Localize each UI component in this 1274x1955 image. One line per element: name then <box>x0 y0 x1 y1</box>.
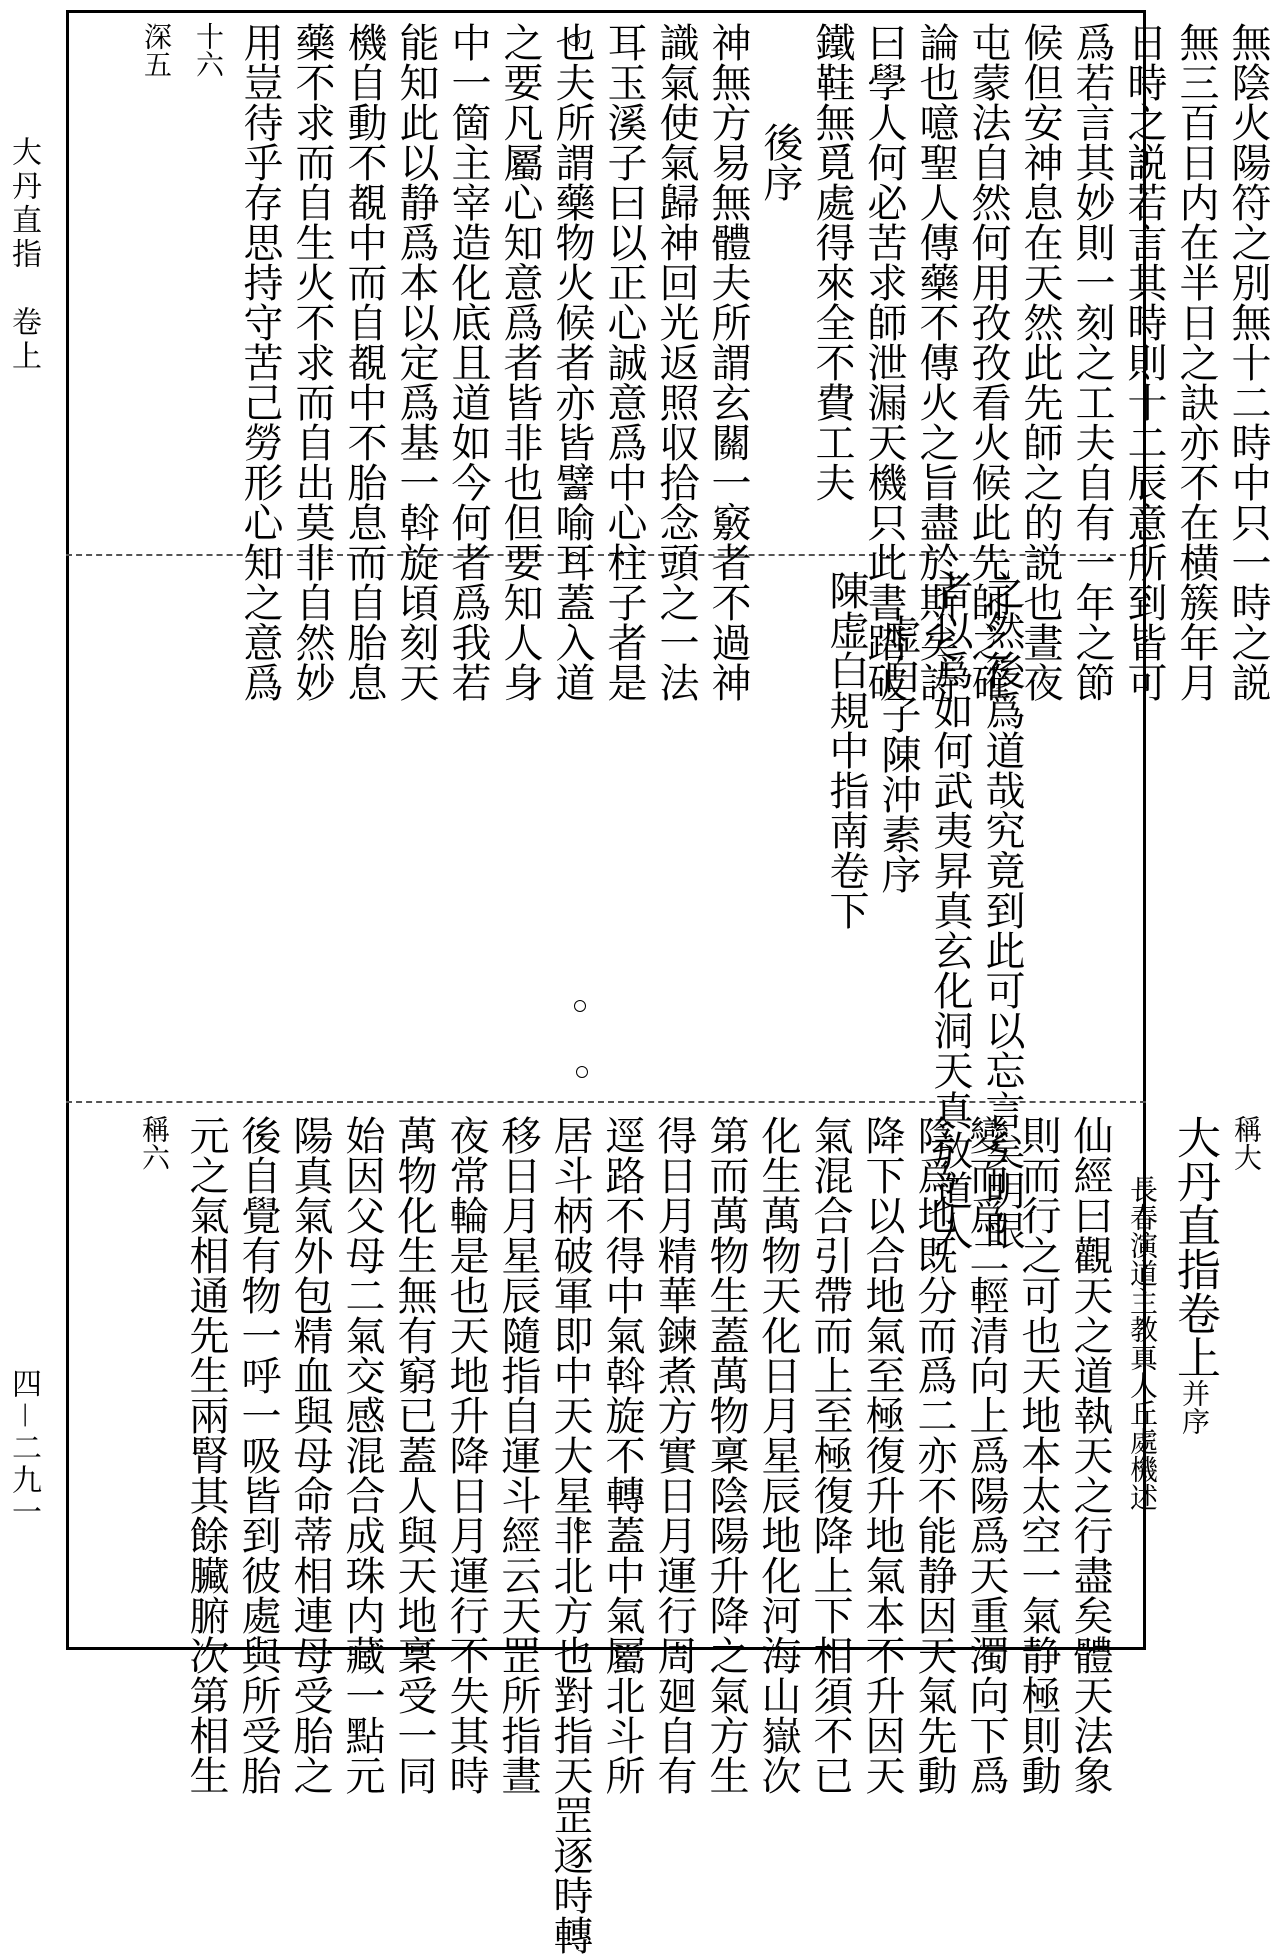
preface-signature: 虚白子陳沖素序 <box>875 614 921 894</box>
text-line: 鐵鞋無覓處得來全不費工夫 <box>809 22 855 502</box>
text-line: 陰爲地既分而爲二亦不能静因天氣先動 <box>911 1115 957 1795</box>
punctuation-circle <box>576 1066 588 1078</box>
running-title: 大丹直指 卷上 <box>6 136 41 374</box>
text-line: 夜常輪是也天地升降日月運行不失其時 <box>443 1115 489 1795</box>
side-mark: 稱大 <box>1230 1115 1263 1171</box>
volume-title-note: 并序 <box>1178 1379 1211 1435</box>
text-line: 用豈待乎存思持守苦己勞形心知之意爲 <box>237 22 283 702</box>
text-panel-top <box>130 22 1274 702</box>
text-line: 變而爲二輕清向上爲陽爲天重濁向下爲 <box>963 1115 1009 1795</box>
text-line: 曰學人何必苦求師泄漏天機只此書踏破 <box>861 22 907 702</box>
text-line: 爲若言其妙則一刻之工夫自有一年之節 <box>1069 22 1115 702</box>
text-panel-middle <box>820 570 1028 1250</box>
text-line: 居斗柄破軍即中天大星非北方也對指天罡逐時轉 <box>547 1115 593 1955</box>
text-line: 降下以合地氣至極復升地氣本不升因天 <box>859 1115 905 1795</box>
text-line: 陽真氣外包精血與母命蒂相連母受胎之 <box>287 1115 333 1795</box>
volume-title-text: 大丹直指卷上 <box>1169 1115 1220 1379</box>
text-line: 也夫所謂藥物火候者亦皆譬喻耳蓋入道 <box>549 22 595 702</box>
text-line: 化生萬物天化日月星辰地化河海山嶽次 <box>755 1115 801 1795</box>
text-line: 日時之説若言其時則十二辰意所到皆可 <box>1121 22 1167 702</box>
text-line: 藥不求而自生火不求而自出莫非自然妙 <box>289 22 335 702</box>
folio-mark: 深五 <box>140 22 173 78</box>
text-line: 候但安神息在天然此先師之的説也晝夜 <box>1017 22 1063 702</box>
text-line: 中一箇主宰造化底且道如今何者爲我若 <box>445 22 491 702</box>
text-line: 之要凡屬心知意爲者皆非也但要知人身 <box>497 22 543 702</box>
text-line: 仙經曰觀天之道執天之行盡矣體天法象 <box>1067 1115 1113 1795</box>
text-line: 者以爲如何武夷昇真玄化洞天真放道人 <box>927 570 973 1250</box>
text-line: 移日月星辰隨指自運斗經云天罡所指晝 <box>495 1115 541 1795</box>
volume-end-title: 陳虚白規中指南卷下 <box>823 570 869 930</box>
text-line: 之然後爲道哉究竟到此可以忘言矣明眼 <box>979 570 1025 1250</box>
text-line: 機自動不覩中而自覩中不胎息而自胎息 <box>341 22 387 702</box>
text-line: 無陰火陽符之別無十二時中只一時之説 <box>1225 22 1271 702</box>
text-line: 得日月精華鍊煮方實日月運行周廻自有 <box>651 1115 697 1795</box>
text-line: 後自覺有物一呼一吸皆到彼處與所受胎 <box>235 1115 281 1795</box>
punctuation-circle <box>574 1000 586 1012</box>
text-line: 識氣使氣歸神回光返照収拾念頭之一法 <box>653 22 699 702</box>
page-number: 四－二九一 <box>6 1368 41 1528</box>
text-line: 元之氣相通先生兩腎其餘臟腑次第相生 <box>183 1115 229 1795</box>
text-line: 耳玉溪子曰以正心誠意爲中心柱子者是 <box>601 22 647 702</box>
text-line: 能知此以静爲本以定爲基一斡旋頃刻天 <box>393 22 439 702</box>
section-heading: 後序 <box>757 122 803 202</box>
text-line: 第而萬物生蓋萬物稟陰陽升降之氣方生 <box>703 1115 749 1795</box>
text-line: 論也噫聖人傳藥不傳火之旨盡於斯矣詩 <box>913 22 959 702</box>
folio-mark: 稱六 <box>138 1115 171 1171</box>
text-line: 氣混合引帶而上至極復降上下相須不已 <box>807 1115 853 1795</box>
text-line: 神無方易無體夫所謂玄關一竅者不過神 <box>705 22 751 702</box>
text-line: 屯蒙法自然何用孜孜看火候此先師之確 <box>965 22 1011 702</box>
author-line: 長春演道主教真人丘處機述 <box>1126 1175 1159 1511</box>
text-line: 無三百日内在半日之訣亦不在横簇年月 <box>1173 22 1219 702</box>
volume-title <box>1168 1115 1220 1635</box>
text-panel-bottom <box>128 1115 1272 1955</box>
text-line: 則而行之可也天地本太空一氣静極則動 <box>1015 1115 1061 1795</box>
text-line: 始因父母二氣交感混合成珠内藏一點元 <box>339 1115 385 1795</box>
text-line: 逕路不得中氣斡旋不轉蓋中氣屬北斗所 <box>599 1115 645 1795</box>
folio-mark: 十六 <box>192 22 225 78</box>
text-line: 萬物化生無有窮已蓋人與天地稟受一同 <box>391 1115 437 1795</box>
